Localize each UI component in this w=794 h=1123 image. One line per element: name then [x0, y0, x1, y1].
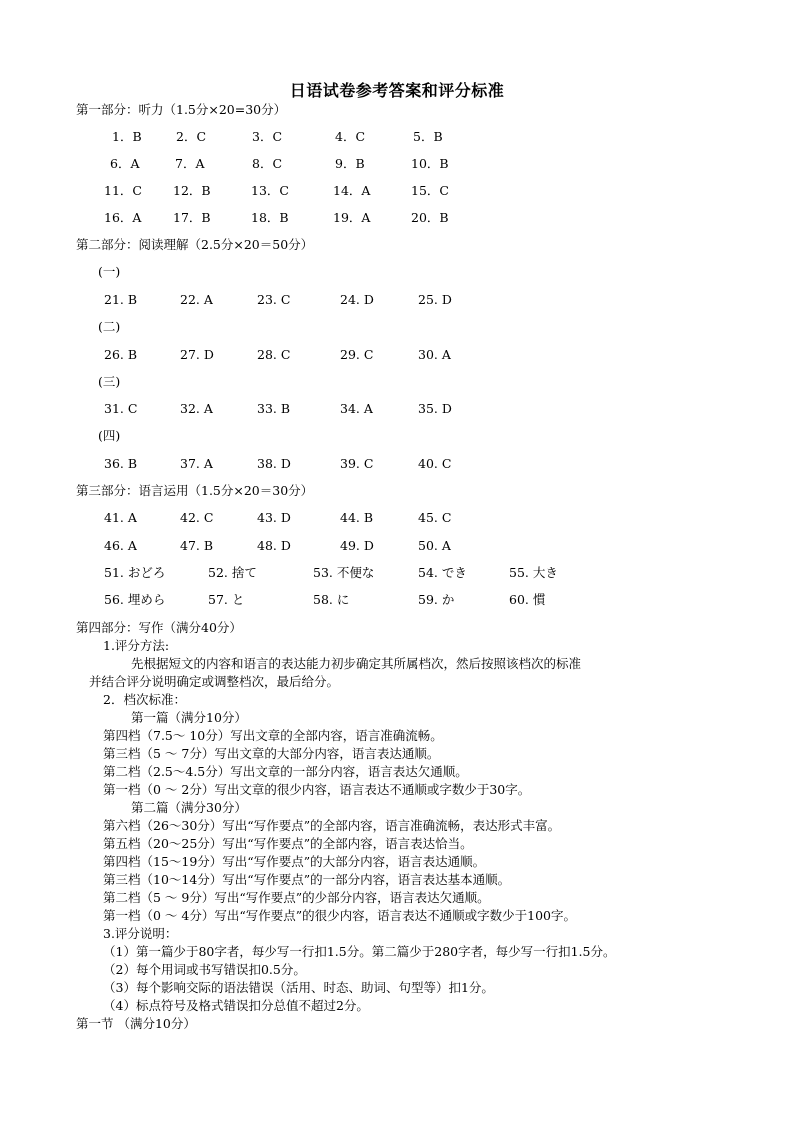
answer-item: 29. C: [340, 347, 374, 362]
answer-item: 22. A: [180, 292, 213, 307]
notes-heading: 3.评分说明：: [103, 926, 178, 941]
answer-item: 20．B: [411, 210, 449, 225]
answer-item: 9．B: [335, 156, 365, 171]
answer-item: 60. 慣: [509, 592, 546, 607]
answer-item: 40. C: [418, 456, 452, 471]
part2-row-2: [0, 347, 794, 363]
answer-item: 31. C: [104, 401, 138, 416]
answer-item: 18．B: [251, 210, 289, 225]
answer-item: 45. C: [418, 510, 452, 525]
level-criteria: 第六档（26～30分）写出“写作要点”的全部内容，语言准确流畅，表达形式丰富。: [103, 818, 561, 833]
answer-item: 49. D: [340, 538, 374, 553]
part1-row-4: [0, 210, 794, 226]
part3-row-2: [0, 538, 794, 554]
answer-item: 2．C: [176, 129, 207, 144]
answer-item: 1．B: [112, 129, 142, 144]
essay2-heading: 第二篇（满分30分）: [131, 800, 247, 815]
part2-row-4: [0, 456, 794, 472]
answer-item: 5．B: [413, 129, 443, 144]
part2-row-3: [0, 401, 794, 417]
group-label: (一): [98, 264, 121, 279]
group-label: (二): [98, 319, 121, 334]
answer-item: 38. D: [257, 456, 291, 471]
part3-row-1: [0, 510, 794, 526]
answer-item: 24. D: [340, 292, 374, 307]
group-label: (四): [98, 428, 121, 443]
answer-item: 21. B: [104, 292, 138, 307]
part1-row-1: [0, 129, 794, 145]
scoring-note: （1）第一篇少于80字者，每少写一行扣1.5分。第二篇少于280字者，每少写一行扣1.5分。: [103, 944, 616, 959]
level-criteria: 第三档（5 ～ 7分）写出文章的大部分内容，语言表达通顺。: [103, 746, 440, 761]
answer-item: 26. B: [104, 347, 138, 362]
part1-row-2: [0, 156, 794, 172]
answer-item: 28. C: [257, 347, 291, 362]
level-criteria: 第二档（2.5～4.5分）写出文章的一部分内容，语言表达欠通顺。: [103, 764, 468, 779]
answer-item: 51. おどろ: [104, 565, 166, 580]
answer-item: 47. B: [180, 538, 214, 553]
answer-item: 30. A: [418, 347, 451, 362]
answer-item: 53. 不便な: [313, 565, 375, 580]
answer-item: 42. C: [180, 510, 214, 525]
answer-item: 50. A: [418, 538, 451, 553]
level-criteria: 第二档（5 ～ 9分）写出“写作要点”的少部分内容，语言表达欠通顺。: [103, 890, 490, 905]
part3-row-3: [0, 565, 794, 581]
answer-item: 55. 大き: [509, 565, 558, 580]
answer-item: 12．B: [173, 183, 211, 198]
answer-item: 36. B: [104, 456, 138, 471]
answer-item: 7．A: [175, 156, 205, 171]
part3-heading: 第三部分：语言运用（1.5分×20＝30分）: [76, 483, 314, 498]
answer-item: 56. 埋めら: [104, 592, 166, 607]
answer-item: 35. D: [418, 401, 452, 416]
answer-item: 57. と: [208, 592, 245, 607]
answer-item: 44. B: [340, 510, 374, 525]
level-criteria: 第四档（7.5～ 10分）写出文章的全部内容，语言准确流畅。: [103, 728, 443, 743]
answer-item: 41. A: [104, 510, 137, 525]
scoring-note: （4）标点符号及格式错误扣分总值不超过2分。: [103, 998, 369, 1013]
answer-item: 15．C: [411, 183, 449, 198]
level-criteria: 第一档（0 ～ 4分）写出“写作要点”的很少内容，语言表达不通顺或字数少于100字。: [103, 908, 576, 923]
answer-item: 52. 捨て: [208, 565, 257, 580]
answer-item: 27. D: [180, 347, 214, 362]
answer-item: 8．C: [252, 156, 283, 171]
answer-item: 16．A: [104, 210, 142, 225]
answer-item: 3．C: [252, 129, 283, 144]
answer-item: 37. A: [180, 456, 213, 471]
level-criteria: 第五档（20～25分）写出“写作要点”的全部内容，语言表达恰当。: [103, 836, 473, 851]
part1-row-3: [0, 183, 794, 199]
answer-item: 6．A: [110, 156, 140, 171]
page-title: 日语试卷参考答案和评分标准: [289, 81, 505, 100]
answer-item: 10．B: [411, 156, 449, 171]
method-text: 先根据短文的内容和语言的表达能力初步确定其所属档次，然后按照该档次的标准: [131, 656, 582, 671]
part2-heading: 第二部分：阅读理解（2.5分×20＝50分）: [76, 237, 314, 252]
part4-heading: 第四部分：写作（满分40分）: [76, 620, 242, 635]
answer-item: 33. B: [257, 401, 291, 416]
answer-item: 14．A: [333, 183, 371, 198]
section-heading: 第一节 （满分10分）: [76, 1016, 196, 1031]
part1-heading: 第一部分：听力（1.5分×20=30分）: [76, 102, 287, 117]
scoring-note: （3）每个影响交际的语法错误（活用、时态、助词、句型等）扣1分。: [103, 980, 494, 995]
method-text: 并结合评分说明确定或调整档次，最后给分。: [89, 674, 340, 689]
part2-row-1: [0, 292, 794, 308]
group-label: (三): [98, 374, 121, 389]
method-heading: 1.评分方法:: [103, 638, 170, 653]
part3-row-4: [0, 592, 794, 608]
level-criteria: 第一档（0 ～ 2分）写出文章的很少内容，语言表达不通顺或字数少于30字。: [103, 782, 531, 797]
answer-item: 46. A: [104, 538, 137, 553]
answer-item: 4．C: [335, 129, 366, 144]
answer-item: 54. でき: [418, 565, 467, 580]
level-criteria: 第三档（10～14分）写出“写作要点”的一部分内容，语言表达基本通顺。: [103, 872, 511, 887]
answer-item: 23. C: [257, 292, 291, 307]
answer-item: 13．C: [251, 183, 289, 198]
answer-item: 58. に: [313, 592, 350, 607]
level-criteria: 第四档（15～19分）写出“写作要点”的大部分内容，语言表达通顺。: [103, 854, 486, 869]
answer-item: 43. D: [257, 510, 291, 525]
answer-item: 17．B: [173, 210, 211, 225]
scoring-note: （2）每个用词或书写错误扣0.5分。: [103, 962, 306, 977]
levels-heading: 2．档次标准：: [103, 692, 186, 707]
answer-item: 34. A: [340, 401, 373, 416]
essay1-heading: 第一篇（满分10分）: [131, 710, 247, 725]
answer-item: 25. D: [418, 292, 452, 307]
answer-item: 48. D: [257, 538, 291, 553]
answer-item: 19．A: [333, 210, 371, 225]
answer-item: 59. か: [418, 592, 455, 607]
answer-item: 32. A: [180, 401, 213, 416]
answer-item: 39. C: [340, 456, 374, 471]
answer-item: 11．C: [104, 183, 142, 198]
